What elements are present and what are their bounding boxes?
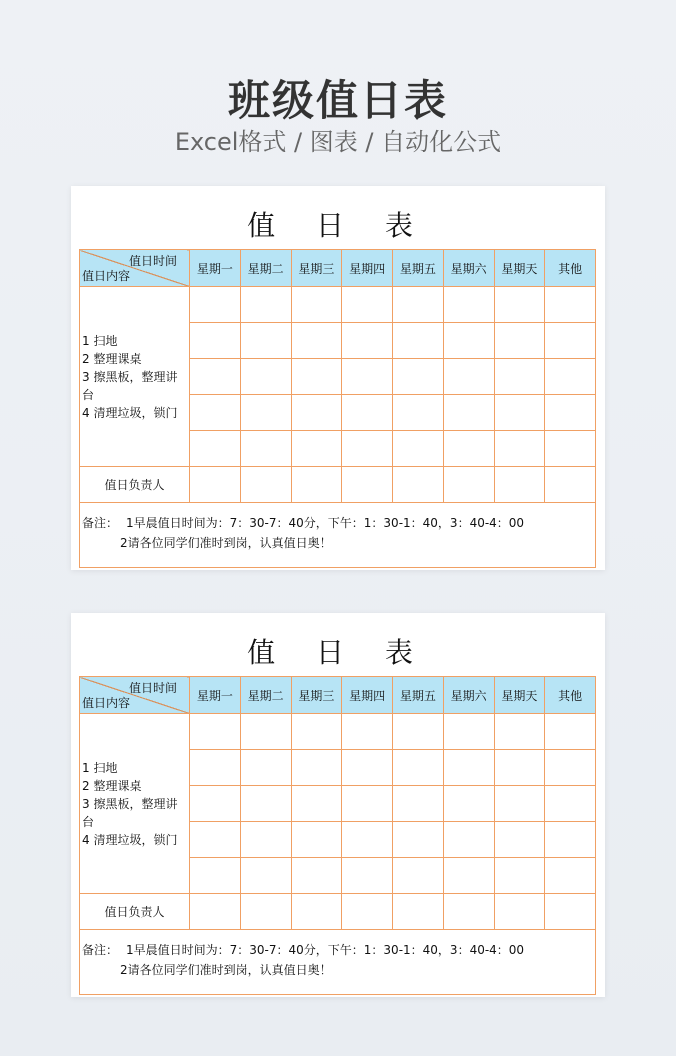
page-title: 班级值日表	[227, 76, 448, 125]
grid-cell[interactable]	[545, 786, 596, 822]
duty-table	[79, 249, 596, 568]
grid-cell[interactable]	[494, 287, 545, 323]
table-row	[80, 287, 596, 323]
grid-cell[interactable]	[443, 894, 494, 930]
grid-cell[interactable]	[545, 359, 596, 395]
grid-cell[interactable]	[545, 822, 596, 858]
grid-cell[interactable]	[342, 323, 393, 359]
grid-cell[interactable]	[393, 714, 444, 750]
duty-item: 2 整理课桌	[82, 351, 142, 366]
grid-cell[interactable]	[393, 359, 444, 395]
table-header-row	[80, 250, 596, 287]
grid-cell[interactable]	[545, 287, 596, 323]
grid-cell[interactable]	[342, 750, 393, 786]
grid-cell[interactable]	[190, 467, 241, 503]
grid-cell[interactable]	[393, 467, 444, 503]
grid-cell[interactable]	[443, 323, 494, 359]
day-header-wed: 星期三	[291, 677, 342, 714]
grid-cell[interactable]	[240, 786, 291, 822]
grid-cell[interactable]	[494, 822, 545, 858]
grid-cell[interactable]	[342, 714, 393, 750]
grid-cell[interactable]	[240, 822, 291, 858]
grid-cell[interactable]	[240, 287, 291, 323]
responsible-row	[80, 894, 596, 930]
notes-row	[80, 930, 596, 995]
note-text: 1早晨值日时间为：7：30-7：40分，下午：1：30-1：40，3：40-4：00	[126, 943, 525, 957]
corner-content-label: 值日内容	[82, 269, 131, 283]
grid-cell[interactable]	[291, 858, 342, 894]
grid-cell[interactable]	[443, 750, 494, 786]
grid-cell[interactable]	[291, 431, 342, 467]
grid-cell[interactable]	[190, 786, 241, 822]
corner-header-cell	[80, 677, 190, 714]
grid-cell[interactable]	[393, 287, 444, 323]
grid-cell[interactable]	[393, 894, 444, 930]
grid-cell[interactable]	[291, 714, 342, 750]
grid-cell[interactable]	[443, 467, 494, 503]
day-header-mon: 星期一	[190, 250, 241, 287]
corner-time-label: 值日时间	[128, 254, 177, 268]
corner-header-cell	[80, 250, 190, 287]
grid-cell[interactable]	[545, 894, 596, 930]
grid-cell[interactable]	[240, 858, 291, 894]
grid-cell[interactable]	[190, 395, 241, 431]
grid-cell[interactable]	[240, 323, 291, 359]
grid-cell[interactable]	[291, 822, 342, 858]
duty-items-cell	[80, 714, 190, 894]
grid-cell[interactable]	[291, 467, 342, 503]
sheet-title: 值 日 表	[247, 209, 429, 242]
grid-cell[interactable]	[240, 431, 291, 467]
duty-item: 4 清理垃圾，锁门	[82, 405, 178, 420]
table-row	[80, 714, 596, 750]
grid-cell[interactable]	[190, 750, 241, 786]
note-text: 1早晨值日时间为：7：30-7：40分，下午：1：30-1：40，3：40-4：00	[126, 516, 525, 530]
grid-cell[interactable]	[240, 359, 291, 395]
grid-cell[interactable]	[190, 287, 241, 323]
grid-cell[interactable]	[342, 858, 393, 894]
responsible-label: 值日负责人	[80, 467, 190, 503]
day-header-sun: 星期天	[494, 677, 545, 714]
grid-cell[interactable]	[342, 359, 393, 395]
grid-cell[interactable]	[494, 894, 545, 930]
grid-cell[interactable]	[190, 894, 241, 930]
grid-cell[interactable]	[342, 287, 393, 323]
grid-cell[interactable]	[545, 395, 596, 431]
grid-cell[interactable]	[291, 323, 342, 359]
grid-cell[interactable]	[494, 467, 545, 503]
corner-content-label: 值日内容	[82, 696, 131, 710]
grid-cell[interactable]	[291, 894, 342, 930]
duty-item: 3 擦黑板，整理讲台	[82, 796, 178, 829]
note-text: 2请各位同学们准时到岗，认真值日奥！	[120, 536, 332, 550]
grid-cell[interactable]	[443, 858, 494, 894]
grid-cell[interactable]	[545, 323, 596, 359]
grid-cell[interactable]	[545, 858, 596, 894]
notes-cell	[80, 503, 596, 568]
duty-items-cell	[80, 287, 190, 467]
duty-item: 1 扫地	[82, 760, 118, 775]
page-subtitle: Excel格式 / 图表 / 自动化公式	[174, 128, 502, 156]
day-header-other: 其他	[545, 250, 596, 287]
grid-cell[interactable]	[494, 786, 545, 822]
notes-label: 备注：	[82, 516, 119, 530]
grid-cell[interactable]	[393, 858, 444, 894]
grid-cell[interactable]	[342, 467, 393, 503]
sheet-title: 值 日 表	[247, 636, 429, 669]
day-header-thu: 星期四	[342, 250, 393, 287]
grid-cell[interactable]	[393, 822, 444, 858]
day-header-tue: 星期二	[240, 677, 291, 714]
grid-cell[interactable]	[545, 431, 596, 467]
grid-cell[interactable]	[291, 359, 342, 395]
corner-time-label: 值日时间	[128, 681, 177, 695]
grid-cell[interactable]	[240, 467, 291, 503]
grid-cell[interactable]	[494, 714, 545, 750]
grid-cell[interactable]	[494, 323, 545, 359]
sheet-preview-2	[71, 613, 605, 997]
grid-cell[interactable]	[190, 714, 241, 750]
grid-cell[interactable]	[494, 359, 545, 395]
notes-cell	[80, 930, 596, 995]
day-header-sun: 星期天	[494, 250, 545, 287]
grid-cell[interactable]	[342, 395, 393, 431]
grid-cell[interactable]	[494, 395, 545, 431]
grid-cell[interactable]	[443, 359, 494, 395]
grid-cell[interactable]	[545, 750, 596, 786]
grid-cell[interactable]	[240, 894, 291, 930]
day-header-sat: 星期六	[443, 250, 494, 287]
day-header-other: 其他	[545, 677, 596, 714]
responsible-row	[80, 467, 596, 503]
day-header-fri: 星期五	[393, 250, 444, 287]
grid-cell[interactable]	[393, 323, 444, 359]
day-header-wed: 星期三	[291, 250, 342, 287]
grid-cell[interactable]	[240, 395, 291, 431]
duty-item: 1 扫地	[82, 333, 118, 348]
grid-cell[interactable]	[494, 431, 545, 467]
duty-item: 4 清理垃圾，锁门	[82, 832, 178, 847]
grid-cell[interactable]	[291, 786, 342, 822]
grid-cell[interactable]	[443, 714, 494, 750]
grid-cell[interactable]	[240, 750, 291, 786]
grid-cell[interactable]	[291, 395, 342, 431]
grid-cell[interactable]	[190, 858, 241, 894]
grid-cell[interactable]	[443, 786, 494, 822]
grid-cell[interactable]	[240, 714, 291, 750]
grid-cell[interactable]	[342, 822, 393, 858]
grid-cell[interactable]	[190, 359, 241, 395]
grid-cell[interactable]	[342, 894, 393, 930]
grid-cell[interactable]	[393, 786, 444, 822]
grid-cell[interactable]	[545, 714, 596, 750]
responsible-label: 值日负责人	[80, 894, 190, 930]
grid-cell[interactable]	[494, 750, 545, 786]
grid-cell[interactable]	[342, 431, 393, 467]
notes-row	[80, 503, 596, 568]
grid-cell[interactable]	[393, 750, 444, 786]
grid-cell[interactable]	[443, 287, 494, 323]
grid-cell[interactable]	[393, 395, 444, 431]
grid-cell[interactable]	[443, 395, 494, 431]
grid-cell[interactable]	[291, 750, 342, 786]
grid-cell[interactable]	[443, 431, 494, 467]
sheet-preview-1	[71, 186, 605, 570]
duty-item: 2 整理课桌	[82, 778, 142, 793]
grid-cell[interactable]	[494, 858, 545, 894]
notes-label: 备注：	[82, 943, 119, 957]
grid-cell[interactable]	[190, 822, 241, 858]
grid-cell[interactable]	[545, 467, 596, 503]
day-header-tue: 星期二	[240, 250, 291, 287]
duty-item: 3 擦黑板，整理讲台	[82, 369, 178, 402]
duty-table	[79, 676, 596, 995]
table-header-row	[80, 677, 596, 714]
grid-cell[interactable]	[443, 822, 494, 858]
note-text: 2请各位同学们准时到岗，认真值日奥！	[120, 963, 332, 977]
grid-cell[interactable]	[190, 323, 241, 359]
grid-cell[interactable]	[291, 287, 342, 323]
day-header-mon: 星期一	[190, 677, 241, 714]
grid-cell[interactable]	[342, 786, 393, 822]
day-header-sat: 星期六	[443, 677, 494, 714]
day-header-thu: 星期四	[342, 677, 393, 714]
grid-cell[interactable]	[190, 431, 241, 467]
grid-cell[interactable]	[393, 431, 444, 467]
day-header-fri: 星期五	[393, 677, 444, 714]
